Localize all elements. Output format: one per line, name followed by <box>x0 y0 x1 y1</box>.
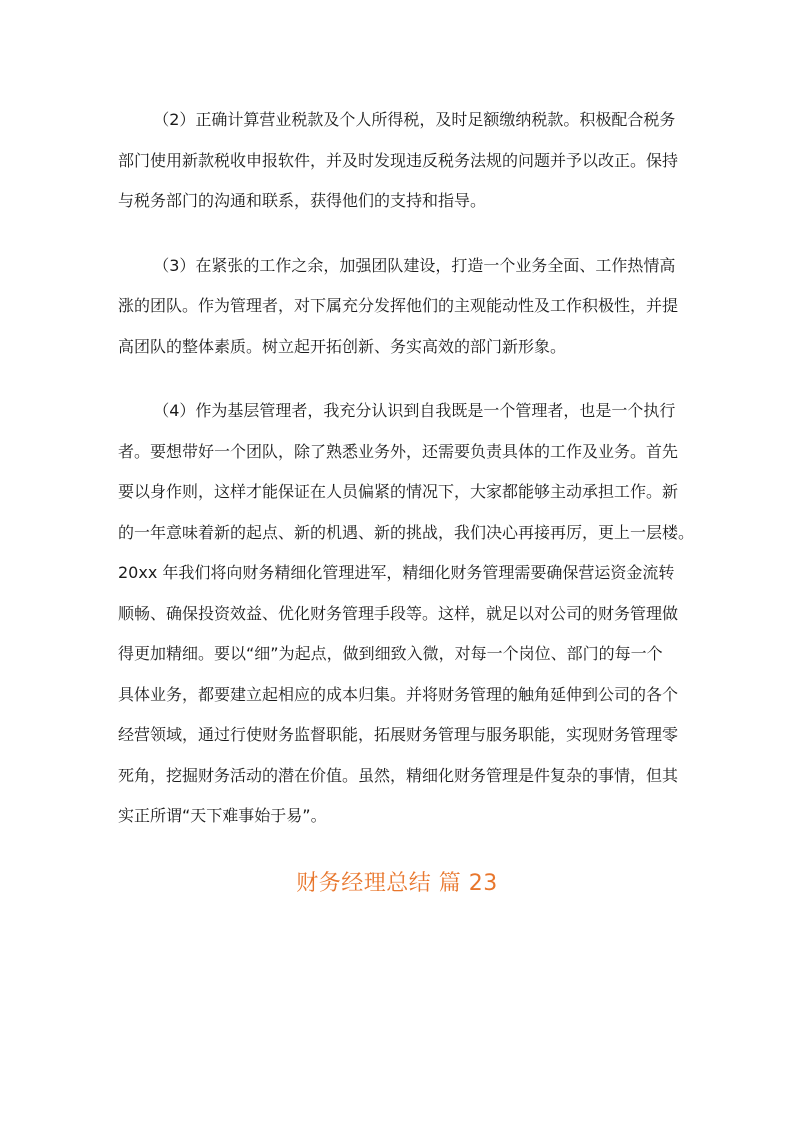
paragraph-line: 20xx 年我们将向财务精细化管理进军，精细化财务管理需要确保营运资金流转 <box>118 563 675 582</box>
document-body <box>118 100 695 861</box>
paragraph-line: 死角，挖掘财务活动的潜在价值。虽然，精细化财务管理是件复杂的事情，但其 <box>118 765 679 785</box>
paragraph-2 <box>118 100 679 222</box>
paragraph-line: 顺畅、确保投资效益、优化财务管理手段等。这样，就足以对公司的财务管理做 <box>118 603 679 623</box>
paragraph-line: 涨的团队。作为管理者，对下属充分发挥他们的主观能动性及工作积极性，并提 <box>118 296 679 315</box>
paragraph-line: （3）在紧张的工作之余，加强团队建设，打造一个业务全面、工作热情高 <box>153 255 676 275</box>
paragraph-line: 的一年意味着新的起点、新的机遇、新的挑战，我们决心再接再厉，更上一层楼。 <box>118 522 695 542</box>
paragraph-line: 得更加精细。要以“细”为起点，做到细致入微，对每一个岗位、部门的每一个 <box>118 644 663 663</box>
paragraph-line: 部门使用新款税收申报软件，并及时发现违反税务法规的问题并予以改正。保持 <box>118 150 679 170</box>
paragraph-line: 具体业务，都要建立起相应的成本归集。并将财务管理的触角延伸到公司的各个 <box>118 684 679 704</box>
paragraph-line: 实正所谓“天下难事始于易”。 <box>118 806 327 825</box>
paragraph-line: 者。要想带好一个团队，除了熟悉业务外，还需要负责具体的工作及业务。首先 <box>118 441 679 461</box>
paragraph-line: 高团队的整体素质。树立起开拓创新、务实高效的部门新形象。 <box>118 336 567 356</box>
paragraph-line: 要以身作则，这样才能保证在人员偏紧的情况下，大家都能够主动承担工作。新 <box>118 482 679 501</box>
paragraph-4 <box>118 391 695 837</box>
paragraph-3 <box>118 246 679 368</box>
paragraph-line: 经营领域，通过行使财务监督职能，拓展财务管理与服务职能，实现财务管理零 <box>118 725 679 744</box>
paragraph-line: （2）正确计算营业税款及个人所得税，及时足额缴纳税款。积极配合税务 <box>153 110 676 129</box>
paragraph-line: 与税务部门的沟通和联系，获得他们的支持和指导。 <box>118 191 487 210</box>
paragraph-line: （4）作为基层管理者，我充分认识到自我既是一个管理者，也是一个执行 <box>153 401 676 420</box>
section-heading: 财务经理总结 篇 23 <box>296 871 498 896</box>
